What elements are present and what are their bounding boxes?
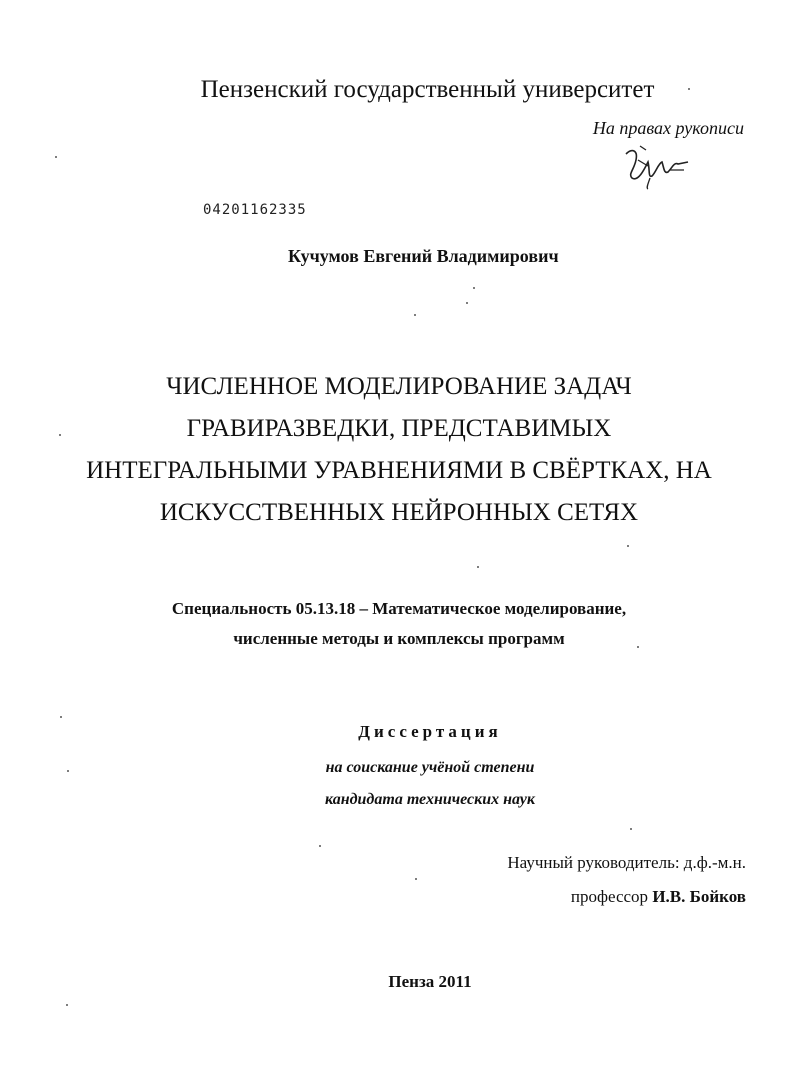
scan-speck <box>637 646 639 648</box>
degree-line: на соискание учёной степени <box>325 759 535 776</box>
dissertation-label: Диссертация <box>358 722 502 741</box>
registration-code: 04201162335 <box>203 202 307 218</box>
specialty-line: Специальность 05.13.18 – Математическое моделирование, <box>171 599 627 618</box>
dissertation-title <box>40 366 758 534</box>
degree-line: кандидата технических наук <box>325 791 535 808</box>
supervisor-name: И.В. Бойков <box>652 887 746 906</box>
scan-speck <box>466 302 468 304</box>
scan-speck <box>630 828 632 830</box>
scan-speck <box>66 1004 68 1006</box>
scan-speck <box>60 716 62 718</box>
supervisor-block <box>507 846 746 914</box>
specialty-line: численные методы и комплексы программ <box>233 629 565 648</box>
signature-image <box>618 140 698 190</box>
specialty-block <box>0 594 798 654</box>
scan-speck <box>477 566 479 568</box>
supervisor-role: Научный руководитель: д.ф.-м.н. <box>507 853 746 872</box>
scan-speck <box>473 287 475 289</box>
scan-speck <box>55 156 57 158</box>
scan-speck <box>415 878 417 880</box>
author-name: Кучумов Евгений Владимирович <box>288 246 559 266</box>
city-year: Пенза 2011 <box>388 972 472 991</box>
title-line: ЧИСЛЕННОЕ МОДЕЛИРОВАНИЕ ЗАДАЧ <box>166 373 632 400</box>
scan-speck <box>627 545 629 547</box>
scan-speck <box>59 434 61 436</box>
supervisor-line <box>507 880 746 914</box>
title-line: ИСКУССТВЕННЫХ НЕЙРОННЫХ СЕТЯХ <box>159 499 639 526</box>
supervisor-title: профессор <box>570 887 649 906</box>
scan-speck <box>688 88 690 90</box>
degree-block <box>0 752 798 816</box>
scan-speck <box>319 845 321 847</box>
scan-speck <box>67 770 69 772</box>
scan-speck <box>414 314 416 316</box>
title-line: ГРАВИРАЗВЕДКИ, ПРЕДСТАВИМЫХ <box>186 415 612 442</box>
title-line: ИНТЕГРАЛЬНЫМИ УРАВНЕНИЯМИ В СВЁРТКАХ, НА <box>86 457 712 484</box>
manuscript-note: На правах рукописи <box>592 118 744 138</box>
university-name: Пензенский государственный университет <box>200 76 655 103</box>
